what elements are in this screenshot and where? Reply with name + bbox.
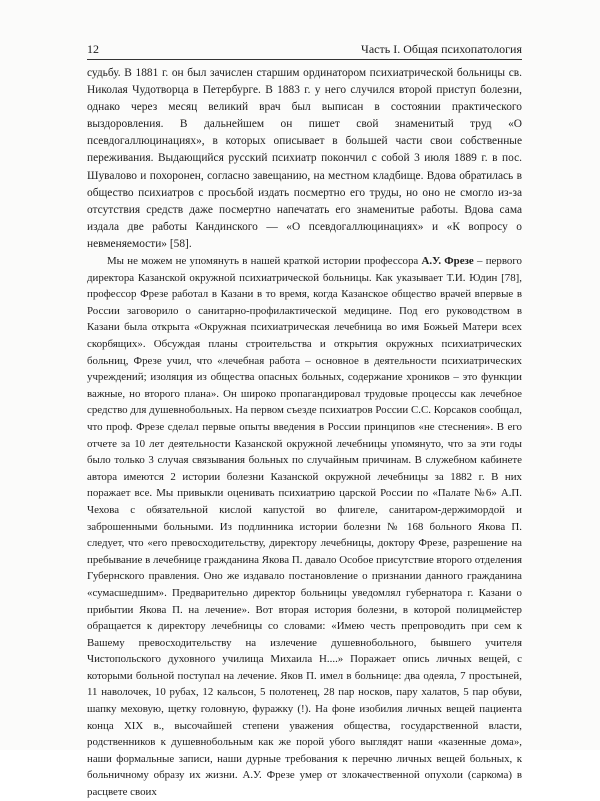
paragraph-1: судьбу. В 1881 г. он был зачислен старшим ординатором психиатрической больницы св. Николая Чудотворца в Петербурге. В 1883 г. у него случился второй приступ болезни, однако через месяц великий врач был выписан в состоянии практического выздоровления. В дальнейшем он пишет свой знаменитый труд «О псевдогаллюцинациях», в которых описывает в большей части свои собственные переживания. Выдающийся русский психиатр покончил с собой 3 июля 1889 г. в пос. Шувалово и похоронен, согласно завещанию, на местном кладбище. Вдова обратилась в общество психиатров с просьбой издать посмертно его труды, но оно не смогло из-за отсутствия средств даже посмертно напечатать его знаменитые работы. Вдова сама издала две работы Кандинского — «О псевдогаллюцинациях» и «К вопросу о невменяемости» [58]. bbox=[87, 67, 522, 250]
header-divider bbox=[87, 59, 522, 60]
person-name-frese: А.У. Фрезе bbox=[421, 255, 474, 268]
page-number: 12 bbox=[87, 42, 99, 56]
running-title: Часть I. Общая психопатология bbox=[361, 42, 522, 56]
paragraph-2-lead: Мы не можем не упомянуть в нашей краткой истории профессора bbox=[107, 255, 422, 268]
paragraph-2 bbox=[87, 253, 522, 801]
body-text bbox=[87, 65, 522, 801]
page-header bbox=[87, 41, 522, 57]
paragraph-2-body: – первого директора Казанской окружной психиатрической больницы. Как указывает Т.И. Юдин [78], профессор Фрезе работал в Казани в то время, когда Казанское общество врачей впервые в России заговорило о санитарно-профилактической медицине. Под его руководством в Казани была открыта «Окружная психиатрическая лечебница во имя Божьей Матери всех скорбящих». Обсуждая планы строительства и открытия окружных психиатрических больниц, Фрезе учил, что «лечебная работа – основное в деятельности психиатрических учреждений; изоляция из общества опасных больных, содержание хроников – это функции важные, но второго плана». Он широко пропагандировал трудовые процессы как лечебное средство для душевнобольных. На первом съезде психиатров России С.С. Корсаков сообщал, что проф. Фрезе сделал первые опыты введения в России принципов «не стеснения». В его отчете за 10 лет деятельности Казанской окружной лечебницы упомянуто, что за эти годы было только 3 случая связывания больных по случайным причинам. В служебном кабинете автора имеются 2 истории болезни Казанской окружной лечебницы за 1882 г. В них поражает все. Мы привыкли оценивать психиатрию царской России по «Палате №6» А.П. Чехова с обязательной кислой капустой во флигеле, санитаром-держимордой и заброшенными больными. Из подлинника истории болезни № 168 больного Якова П. следует, что «его превосходительству, директору лечебницы, доктору Фрезе, разрешение на пребывание в лечебнице гражданина Якова П. давало Особое присутствие второго отделения Губернского правления. Оно же издавало постановление о признании данного гражданина «сумасшедшим». Предварительно директор больницы уведомлял губернатора г. Казани о прибытии Якова П. на лечение». Вот вторая история болезни, в которой полицмейстер обращается к директору лечебницы со словами: «Имею честь препроводить при сем к Вашему превосходительству на излечение душевнобольного, бывшего учителя Чистопольского духовного училища Михаила Н....» Поражает опись личных вещей, с которыми больной поступал на лечение. Яков П. имел в больнице: два одеяла, 7 простыней, 11 наволочек, 10 рубах, 12 кальсон, 5 полотенец, 28 пар носков, пару халатов, 5 пар обуви, шапку меховую, щетку головную, фуражку (!). На фоне изобилия личных вещей пациента конца XIX в., высочайшей степени уважения общества, государственной власти, родственников к душевнобольным как же порой убого выглядят наши «казенные дома», наши формальные записи, наши дурные требования к перечню личных вещей больных, к больничному образу их жизни. А.У. Фрезе умер от злокачественной опухоли (саркома) в расцвете своих bbox=[87, 255, 522, 799]
